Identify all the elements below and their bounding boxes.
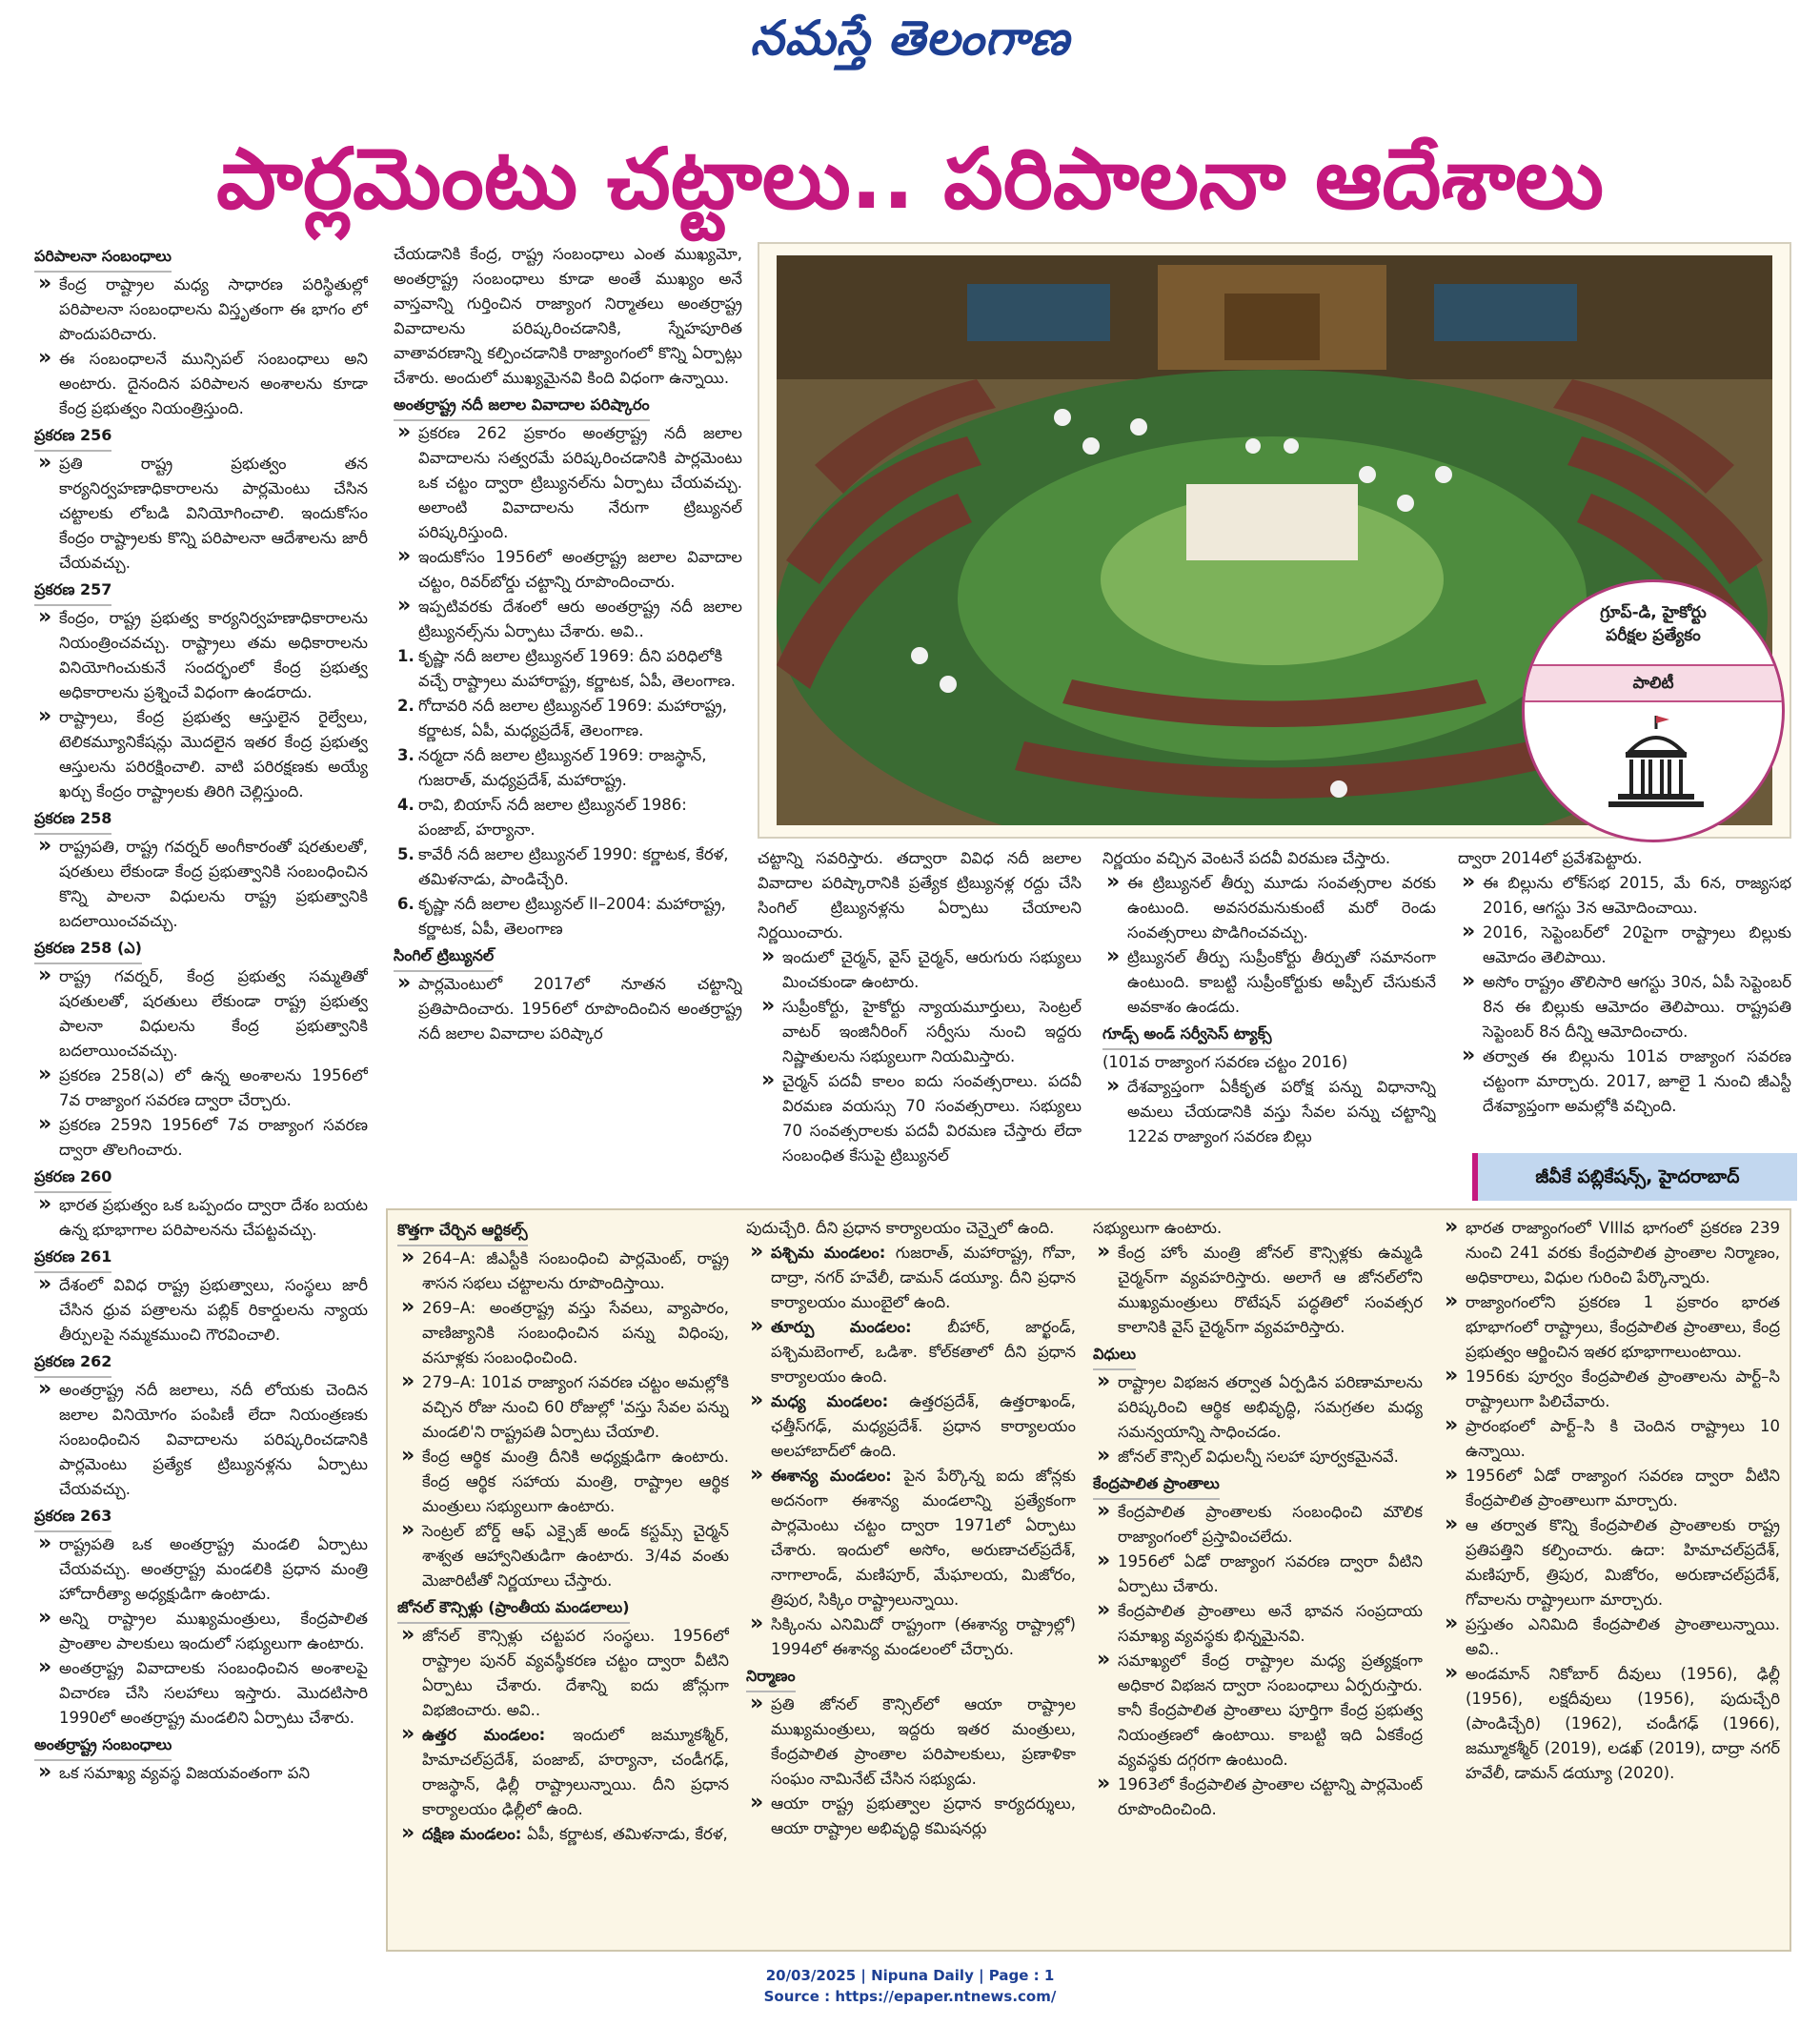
bullet-item: » ప్రకరణ 258(ఎ) లో ఉన్న అంశాలను 1956లో 7వ రాజ్యాంగ సవరణ ద్వారా చేర్చారు. [34, 1064, 368, 1113]
bullet-item: » దేశంలో వివిధ రాష్ట్ర ప్రభుత్వాలు, సంస్థలు జారీ చేసిన ధ్రువ పత్రాలను పబ్లిక్ రికార్డులను న్యాయ తీర్పులపై నమ్మకముంచి గౌరవించాలి. [34, 1273, 368, 1347]
item-number: 5. [397, 845, 415, 863]
bullet-item: » రాష్ట్రాల విభజన తర్వాత ఏర్పడిన పరిణామాలను పరిష్కరించి ఆర్థిక అభివృద్ధి, సమగ్రతల మధ్య సమన్వయాన్ని సాధించడం. [1093, 1370, 1423, 1445]
section-heading: అంతర్రాష్ట్ర సంబంధాలు [34, 1732, 172, 1761]
bullet-item: » చైర్మన్ పదవీ కాలం ఐదు సంవత్సరాలు. పదవీ విరమణ వయస్సు 70 సంవత్సరాలు. సభ్యులు 70 సంవత్సరాలకు పదవీ విరమణ చేస్తారు లేదా సంబంధిత కేసుపై ట్రిబ్యునల్ [758, 1069, 1082, 1168]
bullet-item: » అండమాన్ నికోబార్ దీవులు (1956), ఢిల్లీ (1956), లక్షదీవులు (1956), పుదుచ్చేరి (పాండిచ్చేరి) (1962), చండీగఢ్ (1966), జమ్మూకశ్మీర్ (2019), లడఖ్ (2019), దాద్రా నగర్ హవేలీ, డామన్ డయ్యూ (2020). [1441, 1662, 1780, 1786]
numbered-item [394, 842, 742, 892]
bullet-item: » రాష్ట్రపతి ఒక అంతర్రాష్ట్ర మండలి ఏర్పాటు చేయవచ్చు. అంతర్రాష్ట్ర మండలికి ప్రధాన మంత్రి హోదారీత్యా అధ్యక్షుడిగా ఉంటాడు. [34, 1532, 368, 1607]
section-heading: ప్రకరణ 262 [34, 1349, 111, 1378]
badge-title [1525, 601, 1782, 647]
paragraph: ద్వారా 2014లో ప్రవేశపెట్టారు. [1458, 849, 1643, 867]
bullet-item: » రాజ్యాంగంలోని ప్రకరణ 1 ప్రకారం భారత భూభాగంలో రాష్ట్రాలు, కేంద్రపాలిత ప్రాంతాలు, కేంద్ర ప్రభుత్వం ఆర్జించిన ఇతర భూభాగాలుంటాయి. [1441, 1290, 1780, 1365]
bullet-item: » 1963లో కేంద్రపాలిత ప్రాంతాల చట్టాన్ని పార్లమెంట్ రూపొందించింది. [1093, 1773, 1423, 1822]
bullet-item: » 269–A: అంతర్రాష్ట్ర వస్తు సేవలు, వ్యాపారం, వాణిజ్యానికి సంబంధించిన పన్ను విధింపు, వసూళ్లకు సంబంధించింది. [397, 1296, 729, 1370]
bullet-item: » జోనల్ కౌన్సిల్ విధులన్నీ సలహా పూర్వకమైనవే. [1093, 1445, 1423, 1469]
numbered-item [394, 743, 742, 793]
section-heading-row [34, 804, 368, 835]
zone-text: గుజరాత్, మహారాష్ట్ర, గోవా, దాద్రా, నగర్ హవేలీ, డామన్ డయ్యూ. దీని ప్రధాన కార్యాలయం ముంబైలో ఉంది. [771, 1244, 1076, 1311]
box-column-4 [1441, 1216, 1780, 1945]
badge-subject: పాలిటీ [1525, 664, 1782, 702]
publisher-credit: జీవీకే పబ్లికేషన్స్, హైదరాబాద్ [1472, 1153, 1797, 1201]
section-heading: ప్రకరణ 258 [34, 806, 111, 835]
bullet-item: » ఈ సంబంధాలనే మున్సిపల్ సంబంధాలు అని అంటారు. దైనందిన పరిపాలన అంశాలను కూడా కేంద్ర ప్రభుత్వం నియంత్రిస్తుంది. [34, 347, 368, 421]
bullet-item: » పార్లమెంటులో 2017లో నూతన చట్టాన్ని ప్రతిపాదించారు. 1956లో రూపొందించిన అంతర్రాష్ట్ర నదీ జలాల వివాదాల పరిష్కార [394, 972, 742, 1046]
bullet-item: » ప్రకరణ 262 ప్రకారం అంతర్రాష్ట్ర నదీ జలాల వివాదాలను సత్వరమే పరిష్కరించడానికి పార్లమెంటు ఒక చట్టం ద్వారా ట్రిబ్యునల్‌ను ఏర్పాటు చేయవచ్చు. అలాంటి వివాదాలను నేరుగా ట్రిబ్యునల్ పరిష్కరిస్తుంది. [394, 421, 742, 545]
bullet-item: » 2016, సెప్టెంబర్‌లో 20పైగా రాష్ట్రాలు బిల్లుకు ఆమోదం తెలిపాయి. [1458, 921, 1791, 970]
section-heading: నిర్మాణం [746, 1664, 796, 1692]
bullet-item: » 1956లో ఏడో రాజ్యాంగ సవరణ ద్వారా వీటిని ఏర్పాటు చేశారు. [1093, 1550, 1423, 1599]
section-heading: అంతర్రాష్ట్ర నదీ జలాల వివాదాల పరిష్కారం [394, 393, 650, 421]
zone-item [746, 1464, 1076, 1612]
bullet-item: » ఒక సమాఖ్య వ్యవస్థ విజయవంతంగా పని [34, 1761, 368, 1786]
zone-item [397, 1723, 729, 1822]
bullet-item: » రాష్ట్రపతి, రాష్ట్ర గవర్నర్ అంగీకారంతో షరతులతో, షరతులు లేకుండా కేంద్ర ప్రభుత్వానికి సంబంధించిన కొన్ని పాలనా విధులను రాష్ట్ర ప్రభుత్వానికి బదలాయించవచ్చు. [34, 835, 368, 934]
item-text: కృష్ణా నదీ జలాల ట్రిబ్యునల్ II–2004: మహారాష్ట్ర, కర్ణాటక, ఏపీ, తెలంగాణ [418, 895, 726, 938]
zone-label: ఈశాన్య మండలం: [771, 1467, 904, 1485]
masthead [0, 0, 1820, 84]
text-column-5 [1458, 846, 1791, 1149]
section-heading-row [34, 1347, 368, 1378]
bullet-item: » ఇందులో చైర్మన్, వైస్ చైర్మన్, ఆరుగురు సభ్యులు మించకుండా ఉంటారు. [758, 945, 1082, 995]
section-heading-row [34, 421, 368, 452]
bullet-item: » 279–A: 101వ రాజ్యాంగ సవరణ చట్టం అమల్లోకి వచ్చిన రోజు నుంచి 60 రోజుల్లో 'వస్తు సేవల పన్ను మండలి'ని రాష్ట్రపతి ఏర్పాటు చేయాలి. [397, 1370, 729, 1445]
bullet-item: » ప్రస్తుతం ఎనిమిది కేంద్రపాలిత ప్రాంతాలున్నాయి. అవి.. [1441, 1612, 1780, 1662]
item-text: రావి, బియాస్ నదీ జలాల ట్రిబ్యునల్ 1986: పంజాబ్, హర్యానా. [418, 796, 687, 839]
zone-text: ఏపీ, కర్ణాటక, తమిళనాడు, కేరళ, [527, 1825, 728, 1843]
item-number: 4. [397, 796, 415, 814]
text-column-3 [758, 846, 1082, 1205]
zone-text: పైన పేర్కొన్న ఐదు జోన్లకు అదనంగా ఈశాన్య మండలాన్ని ప్రత్యేకంగా పార్లమెంటు చట్టం ద్వారా 1971లో ఏర్పాటు చేశారు. ఇందులో అసోం, అరుణాచల్‌ప్రదేశ్, నాగాలాండ్, మణిపూర్, మేఘాలయ, మిజోరం, త్రిపుర, సిక్కిం రాష్ట్రాలున్నాయి. [771, 1467, 1076, 1609]
section-heading-row [1093, 1469, 1423, 1500]
paragraph: (101వ రాజ్యాంగ సవరణ చట్టం 2016) [1102, 1053, 1348, 1071]
paragraph: చట్టాన్ని సవరిస్తారు. తద్వారా వివిధ నదీ జలాల వివాదాల పరిష్కారానికి ప్రత్యేక ట్రిబ్యునళ్ల రద్దు చేసి సింగిల్ ట్రిబ్యునళ్లను ఏర్పాటు చేయాలని నిర్ణయించారు. [758, 849, 1082, 942]
bullet-item: » 264–A: జీఎస్టీకి సంబంధించి పార్లమెంట్, రాష్ట్ర శాసన సభలు చట్టాలను రూపొందిస్తాయి. [397, 1246, 729, 1296]
numbered-item [394, 694, 742, 743]
paragraph: పుదుచ్చేరి. దీని ప్రధాన కార్యాలయం చెన్నైలో ఉంది. [746, 1219, 1055, 1237]
section-heading-row [34, 1243, 368, 1273]
bullet-item: » దేశవ్యాప్తంగా ఏకీకృత పరోక్ష పన్ను విధానాన్ని అమలు చేయడానికి వస్తు సేవల పన్ను చట్టాన్ని 122వ రాజ్యాంగ సవరణ బిల్లు [1102, 1075, 1436, 1149]
section-heading: జోనల్ కౌన్సిళ్లు (ప్రాంతీయ మండలాలు) [397, 1595, 630, 1624]
bullet-item: » రాష్ట్రాలు, కేంద్ర ప్రభుత్వ ఆస్తులైన రైల్వేలు, టెలికమ్యూనికేషన్లు మొదలైన ఇతర కేంద్ర ప్రభుత్వ ఆస్తులను పరిరక్షించాలి. వాటి పరిరక్షణకు అయ్యే ఖర్చు కేంద్రం రాష్ట్రాలకు తిరిగి చెల్లిస్తుంది. [34, 705, 368, 804]
item-text: గోదావరి నదీ జలాల ట్రిబ్యునల్ 1969: మహారాష్ట్ర, కర్ణాటక, ఏపీ, మధ్యప్రదేశ్, తెలంగాణ. [418, 697, 727, 739]
parliament-building-icon [1601, 714, 1711, 813]
zone-item [746, 1315, 1076, 1389]
bullet-item: » ఇప్పటివరకు దేశంలో ఆరు అంతర్రాష్ట్ర నదీ జలాల ట్రిబ్యునల్స్‌ను ఏర్పాటు చేశారు. అవి.. [394, 595, 742, 644]
section-heading: పరిపాలనా సంబంధాలు [34, 244, 172, 273]
section-heading: ప్రకరణ 261 [34, 1245, 111, 1273]
bullet-item: » కేంద్రపాలిత ప్రాంతాలకు సంబంధించి మౌలిక రాజ్యాంగంలో ప్రస్తావించలేదు. [1093, 1500, 1423, 1550]
bullet-item: » ఈ బిల్లును లోక్‌సభ 2015, మే 6న, రాజ్యసభ 2016, ఆగస్టు 3న ఆమోదించాయి. [1458, 871, 1791, 921]
bullet-item: » కేంద్ర ఆర్థిక మంత్రి దీనికి అధ్యక్షుడిగా ఉంటారు. కేంద్ర ఆర్థిక సహాయ మంత్రి, రాష్ట్రాల ఆర్థిక మంత్రులు సభ్యులుగా ఉంటారు. [397, 1445, 729, 1519]
section-heading: ప్రకరణ 260 [34, 1165, 111, 1193]
section-heading: ప్రకరణ 256 [34, 423, 111, 452]
text-column-2 [394, 242, 742, 1205]
bullet-item: » 1956లో ఏడో రాజ్యాంగ సవరణ ద్వారా వీటిని కేంద్రపాలిత ప్రాంతాలుగా మార్చారు. [1441, 1464, 1780, 1513]
box-column-1 [397, 1216, 729, 1945]
zone-item [746, 1389, 1076, 1464]
bullet-item: » అంతర్రాష్ట్ర వివాదాలకు సంబంధించిన అంశాలపై విచారణ చేసి సలహాలు ఇస్తారు. మొదటిసారి 1990లో అంతర్రాష్ట్ర మండలిని ఏర్పాటు చేశారు. [34, 1656, 368, 1731]
section-heading-row [394, 391, 742, 421]
bullet-item: » కేంద్ర రాష్ట్రాల మధ్య సాధారణ పరిస్థితుల్లో పరిపాలనా సంబంధాలను విస్తృతంగా ఈ భాగం లో పొందుపరిచారు. [34, 273, 368, 347]
numbered-item [394, 644, 742, 694]
badge-title-line-2: పరీక్షల ప్రత్యేకం [1606, 626, 1701, 645]
bullet-item: » కేంద్ర హోం మంత్రి జోనల్ కౌన్సిళ్లకు ఉమ్మడి చైర్మన్‌గా వ్యవహరిస్తారు. అలాగే ఆ జోనల్‌లోని ముఖ్యమంత్రులు రొటేషన్ పద్ధతిలో సంవత్సర కాలానికి వైస్ చైర్మన్‌గా వ్యవహరిస్తారు. [1093, 1241, 1423, 1340]
bullet-item: » ప్రతి రాష్ట్ర ప్రభుత్వం తన కార్యనిర్వహణాధికారాలను పార్లమెంటు చేసిన చట్టాలకు లోబడి వినియోగించాలి. ఇందుకోసం కేంద్రం రాష్ట్రాలకు కొన్ని పరిపాలనా ఆదేశాలను జారీ చేయవచ్చు. [34, 452, 368, 576]
bullet-item: » ప్రతి జోనల్ కౌన్సిల్‌లో ఆయా రాష్ట్రాల ముఖ్యమంత్రులు, ఇద్దరు ఇతర మంత్రులు, కేంద్రపాలిత ప్రాంతాల పరిపాలకులు, ప్రణాళికా సంఘం నామినేట్ చేసిన సభ్యుడు. [746, 1692, 1076, 1792]
masthead-logo: నమస్తే తెలంగాణ [750, 10, 1070, 66]
section-heading-row [397, 1593, 729, 1624]
section-heading-row [34, 1731, 368, 1761]
zone-label: ఉత్తర మండలం: [422, 1726, 573, 1744]
bullet-item: » సమాఖ్యలో కేంద్ర రాష్ట్రాల మధ్య ప్రత్యక్షంగా అధికార విభజన ద్వారా సంబంధాలు ఏర్పరుస్తారు. కానీ కేంద్రపాలిత ప్రాంతాలు పూర్తిగా కేంద్ర ప్రభుత్వ నియంత్రణలో ఉంటాయి. కాబట్టి ఇది ఏకకేంద్ర వ్యవస్థకు దగ్గరగా ఉంటుంది. [1093, 1649, 1423, 1773]
section-heading-row [397, 1216, 729, 1246]
bullet-item: » అంతర్రాష్ట్ర నదీ జలాలు, నదీ లోయకు చెందిన జలాల వినియోగం పంపిణీ లేదా నియంత్రణకు సంబంధించిన వివాదాలను పరిష్కరించడానికి పార్లమెంటు ప్రత్యేక ట్రిబ్యునళ్లను ఏర్పాటు చేయవచ్చు. [34, 1378, 368, 1502]
bullet-item: » ప్రకరణ 259ని 1956లో 7వ రాజ్యాంగ సవరణ ద్వారా తొలగించారు. [34, 1113, 368, 1163]
bullet-item: » ఆయా రాష్ట్ర ప్రభుత్వాల ప్రధాన కార్యదర్శులు, ఆయా రాష్ట్రాల అభివృద్ధి కమిషనర్లు [746, 1792, 1076, 1841]
bullet-item: » కేంద్రపాలిత ప్రాంతాలు అనే భావన సంప్రదాయ సమాఖ్య వ్యవస్థకు భిన్నమైనవి. [1093, 1599, 1423, 1649]
section-heading: సింగిల్ ట్రిబ్యునల్ [394, 943, 494, 972]
section-heading-row [746, 1662, 1076, 1692]
bullet-item: » ఆ తర్వాత కొన్ని కేంద్రపాలిత ప్రాంతాలకు రాష్ట్ర ప్రతిపత్తిని కల్పించారు. ఉదా: హిమాచల్‌ప్రదేశ్, మణిపూర్, త్రిపుర, మిజోరం, అరుణాచల్‌ప్రదేశ్, గోవాలను రాష్ట్రాలుగా మార్చారు. [1441, 1513, 1780, 1612]
zone-label: దక్షిణ మండలం: [422, 1825, 528, 1843]
section-heading: ప్రకరణ 263 [34, 1504, 111, 1532]
footer-source-line: Source : https://epaper.ntnews.com/ [763, 1988, 1057, 2005]
footer-date-line: 20/03/2025 | Nipuna Daily | Page : 1 [765, 1967, 1055, 1984]
bullet-item: » తర్వాత ఈ బిల్లును 101వ రాజ్యాంగ సవరణ చట్టంగా మార్చారు. 2017, జూలై 1 నుంచి జీఎస్టీ దేశవ్యాప్తంగా అమల్లోకి వచ్చింది. [1458, 1044, 1791, 1119]
section-heading-row [34, 1163, 368, 1193]
section-heading-row [34, 242, 368, 273]
bullet-item: » ప్రారంభంలో పార్ట్–సి కి చెందిన రాష్ట్రాలు 10 ఉన్నాయి. [1441, 1414, 1780, 1464]
bullet-item: » అసోం రాష్ట్రం తొలిసారి ఆగస్టు 30న, ఏపీ సెప్టెంబర్ 8న ఈ బిల్లుకు ఆమోదం తెలిపాయి. రాష్ట్రపతి సెప్టెంబర్ 8న దీన్ని ఆమోదించారు. [1458, 970, 1791, 1044]
bullet-item: » 1956కు పూర్వం కేంద్రపాలిత ప్రాంతాలను పార్ట్–సి రాష్ట్రాలుగా పిలిచేవారు. [1441, 1365, 1780, 1414]
item-number: 6. [397, 895, 415, 913]
zone-item [397, 1822, 729, 1847]
numbered-item [394, 892, 742, 942]
section-heading: కేంద్రపాలిత ప్రాంతాలు [1093, 1471, 1220, 1500]
paragraph: నిర్ణయం వచ్చిన వెంటనే పదవీ విరమణ చేస్తారు. [1102, 849, 1391, 867]
bullet-item: » ఈ ట్రిబ్యునల్ తీర్పు మూడు సంవత్సరాల వరకు ఉంటుంది. అవసరమనుకుంటే మరో రెండు సంవత్సరాలు పొడిగించవచ్చు. [1102, 871, 1436, 945]
section-heading: గూడ్స్ అండ్ సర్వీసెస్ ట్యాక్స్ [1102, 1022, 1271, 1050]
section-heading-row [34, 576, 368, 606]
zone-text: ఉత్తరప్రదేశ్, ఉత్తరాఖండ్, ఛత్తీస్‌గఢ్, మధ్యప్రదేశ్. ప్రధాన కార్యాలయం అలహాబాద్‌లో ఉంది. [771, 1392, 1076, 1460]
zone-label: పశ్చిమ మండలం: [771, 1244, 896, 1262]
bullet-item: » సిక్కింను ఎనిమిదో రాష్ట్రంగా (ఈశాన్య రాష్ట్రాల్లో) 1994లో ఈశాన్య మండలంలో చేర్చారు. [746, 1612, 1076, 1662]
zone-text: బీహార్, జార్ఖండ్, పశ్చిమబెంగాల్, ఒడిశా. కోల్‌కతాలో దీని ప్రధాన కార్యాలయం ఉంది. [771, 1318, 1076, 1386]
section-heading: ప్రకరణ 258 (ఎ) [34, 936, 142, 964]
section-heading: ప్రకరణ 257 [34, 577, 111, 606]
section-heading-row [34, 1502, 368, 1532]
bullet-item: » కేంద్రం, రాష్ట్ర ప్రభుత్వ కార్యనిర్వహణాధికారాలను నియంత్రించవచ్చు. రాష్ట్రాలు తమ అధికారాలను వినియోగించుకునే సందర్భంలో కేంద్ర ప్రభుత్వ అధికారాలను ప్రశ్నించే విధంగా ఉండరాదు. [34, 606, 368, 705]
bullet-item: » ఇందుకోసం 1956లో అంతర్రాష్ట్ర జలాల వివాదాల చట్టం, రివర్‌బోర్డు చట్టాన్ని రూపొందించారు. [394, 545, 742, 595]
zone-label: తూర్పు మండలం: [771, 1318, 948, 1336]
numbered-item [394, 793, 742, 842]
bullet-item: » భారత ప్రభుత్వం ఒక ఒప్పందం ద్వారా దేశం బయట ఉన్న భూభాగాల పరిపాలనను చేపట్టవచ్చు. [34, 1193, 368, 1243]
bullet-item: » జోనల్ కౌన్సిళ్లు చట్టపర సంస్థలు. 1956లో రాష్ట్రాల పునర్ వ్యవస్థీకరణ చట్టం ద్వారా వీటిని ఏర్పాటు చేశారు. దేశాన్ని ఐదు జోన్లుగా విభజించారు. అవి.. [397, 1624, 729, 1723]
bullet-item: » ట్రిబ్యునల్ తీర్పు సుప్రీంకోర్టు తీర్పుతో సమానంగా ఉంటుంది. కాబట్టి సుప్రీంకోర్టుకు అప్పీల్ చేసుకునే అవకాశం ఉండదు. [1102, 945, 1436, 1020]
bullet-item: » సెంట్రల్ బోర్డ్ ఆఫ్ ఎక్సైజ్ అండ్ కస్టమ్స్ చైర్మన్ శాశ్వత ఆహ్వానితుడిగా ఉంటారు. 3/4వ వంతు మెజారిటీతో నిర్ణయాలు చేస్తారు. [397, 1519, 729, 1593]
bullet-item: » రాష్ట్ర గవర్నర్, కేంద్ర ప్రభుత్వ సమ్మతితో షరతులతో, షరతులు లేకుండా రాష్ట్ర ప్రభుత్వ పాలనా విధులను కేంద్ర ప్రభుత్వానికి బదలాయించవచ్చు. [34, 964, 368, 1064]
item-number: 2. [397, 697, 415, 715]
bullet-item: » అన్ని రాష్ట్రాల ముఖ్యమంత్రులు, కేంద్రపాలిత ప్రాంతాల పాలకులు ఇందులో సభ్యులుగా ఉంటారు. [34, 1607, 368, 1656]
item-text: నర్మదా నదీ జలాల ట్రిబ్యునల్ 1969: రాజస్థాన్, గుజరాత్, మధ్యప్రదేశ్, మహారాష్ట్ర. [418, 746, 707, 789]
box-column-2 [746, 1216, 1076, 1945]
item-number: 1. [397, 647, 415, 665]
bullet-item: » భారత రాజ్యాంగంలో VIIIవ భాగంలో ప్రకరణ 239 నుంచి 241 వరకు కేంద్రపాలిత ప్రాంతాల నిర్మాణం, అధికారాలు, విధుల గురించి పేర్కొన్నారు. [1441, 1216, 1780, 1290]
page-footer [0, 1965, 1820, 2007]
box-column-3 [1093, 1216, 1423, 1945]
item-number: 3. [397, 746, 415, 764]
text-column-4 [1102, 846, 1436, 1205]
zone-item [746, 1241, 1076, 1315]
topic-badge [1522, 579, 1785, 842]
paragraph: సభ్యులుగా ఉంటారు. [1093, 1219, 1223, 1237]
bullet-item: » సుప్రీంకోర్టు, హైకోర్టు న్యాయమూర్తులు, సెంట్రల్ వాటర్ ఇంజినీరింగ్ సర్వీసు నుంచి ఇద్దరు నిష్ణాతులను సభ్యులుగా నియమిస్తారు. [758, 995, 1082, 1069]
item-text: కృష్ణా నదీ జలాల ట్రిబ్యునల్ 1969: దీని పరిధిలోకి వచ్చే రాష్ట్రాలు మహారాష్ట్ర, కర్ణాటక, ఏపీ, తెలంగాణ. [418, 647, 737, 690]
zone-label: మధ్య మండలం: [771, 1392, 910, 1410]
paragraph: చేయడానికి కేంద్ర, రాష్ట్ర సంబంధాలు ఎంత ముఖ్యమో, అంతర్రాష్ట్ర సంబంధాలు కూడా అంతే ముఖ్యం అనే వాస్తవాన్ని గుర్తించిన రాజ్యాంగ నిర్మాతలు అంతర్రాష్ట్ర వివాదాలను పరిష్కరించడానికి, స్నేహపూరిత వాతావరణాన్ని కల్పించడానికి రాజ్యాంగంలో కొన్ని ఏర్పాట్లు చేశారు. అందులో ముఖ్యమైనవి కింది విధంగా ఉన్నాయి. [394, 245, 742, 387]
section-heading-row [1102, 1020, 1436, 1050]
zone-text: ఇందులో జమ్మూకశ్మీర్, హిమాచల్‌ప్రదేశ్, పంజాబ్, హర్యానా, చండీగఢ్, రాజస్థాన్, ఢిల్లీ రాష్ట్రాలున్నాయి. దీని ప్రధాన కార్యాలయం ఢిల్లీలో ఉంది. [422, 1726, 729, 1818]
section-heading-row [394, 942, 742, 972]
badge-title-line-1: గ్రూప్-డి, హైకోర్టు [1600, 603, 1707, 622]
section-heading-row [34, 934, 368, 964]
section-heading-row [1093, 1340, 1423, 1370]
section-heading: విధులు [1093, 1342, 1136, 1370]
item-text: కావేరీ నదీ జలాల ట్రిబ్యునల్ 1990: కర్ణాటక, కేరళ, తమిళనాడు, పాండిచ్చేరి. [418, 845, 729, 888]
text-column-1 [34, 242, 368, 1948]
headline: పార్లమెంటు చట్టాలు.. పరిపాలనా ఆదేశాలు [216, 130, 1604, 228]
section-heading: కొత్తగా చేర్చిన ఆర్టికల్స్ [397, 1218, 528, 1246]
